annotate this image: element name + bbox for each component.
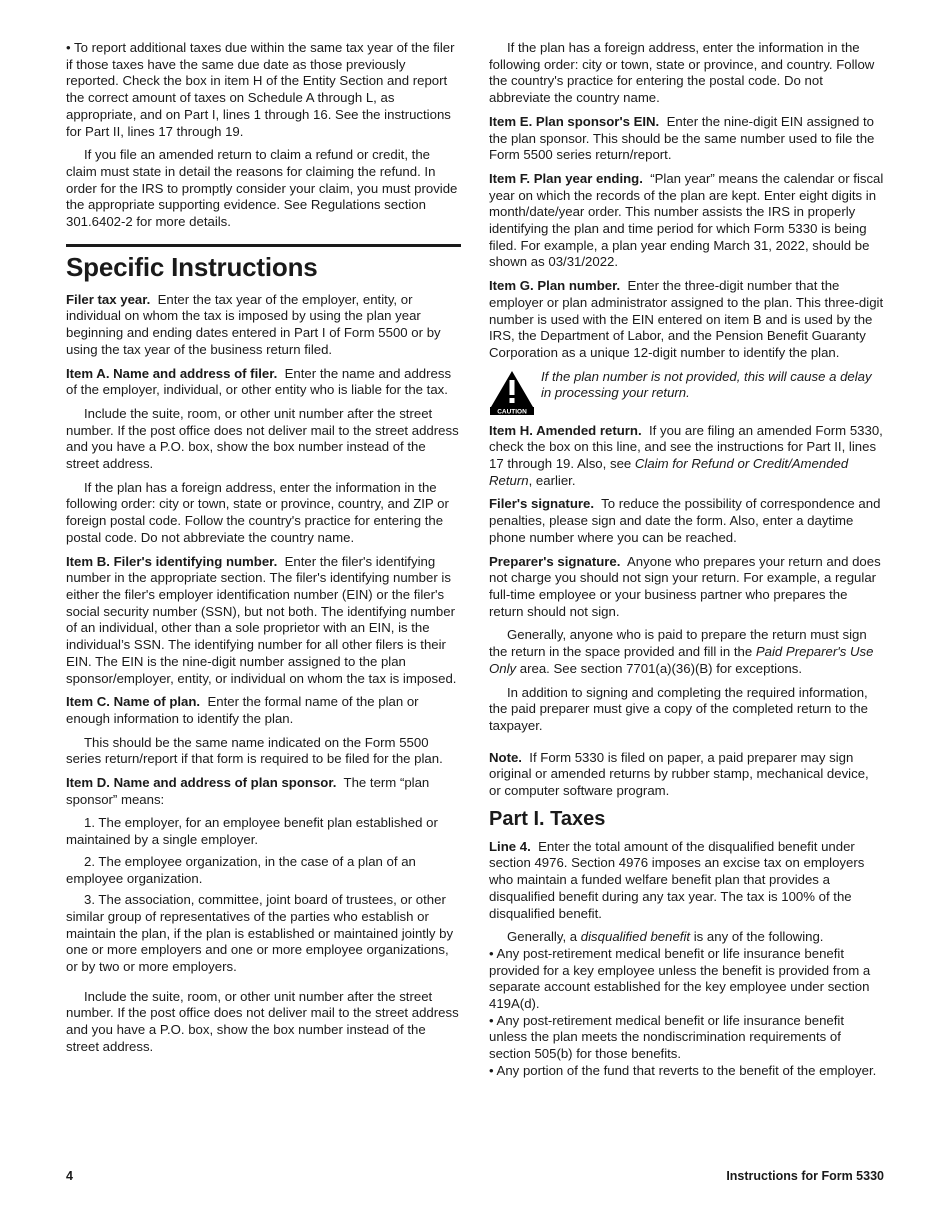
lead-filer-signature: Filer's signature. [489,496,595,512]
footer-page-number: 4 [66,1169,73,1183]
list-item-plan-sponsor-1: 1. The employer, for an employee benefit plan established or maintained by a single employer. [66,815,438,848]
lead-item-f: Item F. Plan year ending. [489,170,643,186]
paragraph-item-d-suite: Include the suite, room, or other unit number after the street number. If the post office does not deliver mail to the street address and you have a P.O. box, show the box number instead of the street address. [66,988,459,1054]
list-item-plan-sponsor-2: 2. The employee organization, in the case of a plan of an employee organization. [66,853,416,886]
right-column [489,40,884,1080]
paragraph-paid-preparer: Generally, anyone who is paid to prepare the return must sign the return in the space provided and fill in the Paid Preparer's Use Only area. See section 7701(a)(36)(B) for exceptions. [489,627,874,676]
paragraph-item-e: Item E. Plan sponsor's EIN. Enter the nine-digit EIN assigned to the plan sponsor. This should be the same number used to file the Form 5500 series return/report. [489,113,875,163]
paragraph-line-4: Line 4. Enter the total amount of the disqualified benefit under section 4976. Section 4976 imposes an excise tax on employers who maintain a funded welfare benefit plan that provides a disqualified benefit during any tax year. The tax is 100% of the disqualified benefit. [489,838,865,921]
link-text-claim-for-refund: Claim for Refund or Credit/Amended Return [489,456,849,488]
paragraph-preparer-signature: Preparer's signature. Anyone who prepares your return and does not charge you should not sign your return. For example, a regular full-time employee or your business partner who prepares the return should not sign. [489,553,881,619]
caution-text: If the plan number is not provided, this will cause a delay in processing your return. [541,368,872,401]
paragraph-copy-to-taxpayer: In addition to signing and completing the required information, the paid preparer must give a copy of the completed return to the taxpayer. [489,684,868,733]
text-paid-preparers-use-only: Paid Preparer's Use Only [489,644,874,676]
lead-item-d: Item D. Name and address of plan sponsor. [66,775,337,791]
paragraph-item-h: Item H. Amended return. If you are filing an amended Form 5330, check the box on this line, and see the instructions for Part II, lines 17 through 19. Also, see Claim for Refund or Credit/Amended Return, earlier. [489,422,883,488]
bullet-nondiscrimination: • Any post-retirement medical benefit or life insurance benefit unless the plan meets the nondiscrimination requirements of section 505(b) for those benefits. [489,1012,844,1062]
lead-item-h: Item H. Amended return. [489,422,642,438]
paragraph-item-a-foreign: If the plan has a foreign address, enter the information in the following order: city or town, state or province, country, and ZIP or foreign postal code. Follow the country's practice for entering the postal code. Do not abbreviate the country name. [66,479,449,545]
paragraph-disqualified-benefit: Generally, a disqualified benefit is any of the following. [507,929,824,945]
paragraph-note: Note. If Form 5330 is filed on paper, a paid preparer may sign original or amended returns by rubber stamp, mechanical device, or computer software program. [489,749,869,799]
paragraph-refund-claim: If you file an amended return to claim a refund or credit, the claim must state in detail the reasons for claiming the refund. In order for the IRS to promptly consider your claim, you must provide the appropriate supporting evidence. See Regulations section 301.6402-2 for more details. [66,147,458,230]
paragraph-item-c: Item C. Name of plan. Enter the formal name of the plan or enough information to identify the plan. [66,694,419,726]
lead-item-b: Item B. Filer's identifying number. [66,553,278,569]
caution-label: CAUTION [497,408,527,415]
lead-line-4: Line 4. [489,838,531,854]
lead-item-e: Item E. Plan sponsor's EIN. [489,113,660,129]
lead-preparer-signature: Preparer's signature. [489,553,621,569]
footer-document-title: Instructions for Form 5330 [726,1169,884,1183]
paragraph-item-f: Item F. Plan year ending. “Plan year” means the calendar or fiscal year on which the records of the plan are kept. Enter eight digits in month/date/year order. This number assists the IRS in properly identifying the plan and time period for which Form 5330 is being filed. For example, a plan year ending March 31, 2022, should be shown as 03/31/2022. [489,170,884,270]
paragraph-filer-tax-year: Filer tax year. Enter the tax year of the employer, entity, or individual on whom the tax is imposed by using the plan year beginning and ending dates entered in Part I of Form 5500 or by using the tax year of the business return filed. [66,291,441,357]
paragraph-item-b: Item B. Filer's identifying number. Enter the filer's identifying number in the appropriate section. The filer's identifying number is either the filer's employer identification number (EIN) or the filer's social security number (SSN), but not both. The identifying number of an individual, other than a sole proprietor with an EIN, is the individual’s SSN. The identifying number for all other filers is their EIN. The EIN is the nine-digit number assigned to the plan sponsor/employer, entity, or individual on whom the tax is imposed. [66,553,457,686]
caution-note [489,369,884,415]
paragraph-item-c-same-name: This should be the same name indicated on the Form 5500 series return/report if that form is required to be filed for the plan. [66,734,443,767]
section-heading-part-i-taxes: Part I. Taxes [489,807,606,830]
paragraph-filer-signature: Filer's signature. To reduce the possibility of correspondence and penalties, please sign and date the form. Also, enter a daytime phone number where you can be reached. [489,496,881,545]
lead-item-g: Item G. Plan number. [489,278,621,294]
paragraph-item-a-suite: Include the suite, room, or other unit number after the street number. If the post office does not deliver mail to the street address and you have a P.O. box, show the box number instead of the street address. [66,405,459,472]
bullet-key-employee: • Any post-retirement medical benefit or life insurance benefit provided for a key employee unless the benefit is provided from a separate account established for the key employee under section 419A(d). [489,945,871,1012]
paragraph-item-a: Item A. Name and address of filer. Enter the name and address of the employer, individual, or other entity who is liable for the tax. [66,365,452,398]
left-column [66,40,461,1063]
caution-icon [489,369,535,415]
lead-item-a: Item A. Name and address of filer. [66,365,278,381]
lead-note: Note. [489,749,522,765]
bullet-fund-reverts: • Any portion of the fund that reverts to the benefit of the employer. [489,1062,877,1078]
paragraph-item-d: Item D. Name and address of plan sponsor. The term “plan sponsor” means: [66,775,430,807]
text-disqualified-benefit: disqualified benefit [580,929,691,945]
paragraph-additional-taxes: • To report additional taxes due within the same tax year of the filer if those taxes have the same due date as those previously reported. Check the box in item H of the Entity Section and report the correct amount of taxes on Schedule A through L, as appropriate, and on Part I, lines 1 through 16. See the instructions for Part II, lines 17 through 19. [66,40,455,139]
paragraph-sponsor-foreign: If the plan has a foreign address, enter the information in the following order: city or town, state or province, and country. Follow the country's practice for entering the postal code. Do not abbreviate the country name. [489,40,875,106]
list-item-plan-sponsor-3: 3. The association, committee, joint board of trustees, or other similar group of representatives of the parties who establish or maintain the plan, if the plan is established or maintained jointly by one or more employers and one or more employee organizations, or by two or more employers. [66,892,454,975]
paragraph-item-g: Item G. Plan number. Enter the three-digit number that the employer or plan administrator assigned to the plan. This three-digit number is used with the EIN entered on item B and is used by the IRS, the Department of Labor, and the Pension Benefit Guaranty Corporation as a unique 12-digit number to identify the plan. [489,278,884,360]
lead-filer-tax-year: Filer tax year. [66,291,151,307]
section-heading-specific-instructions: Specific Instructions [66,244,461,282]
lead-item-c: Item C. Name of plan. [66,694,201,710]
